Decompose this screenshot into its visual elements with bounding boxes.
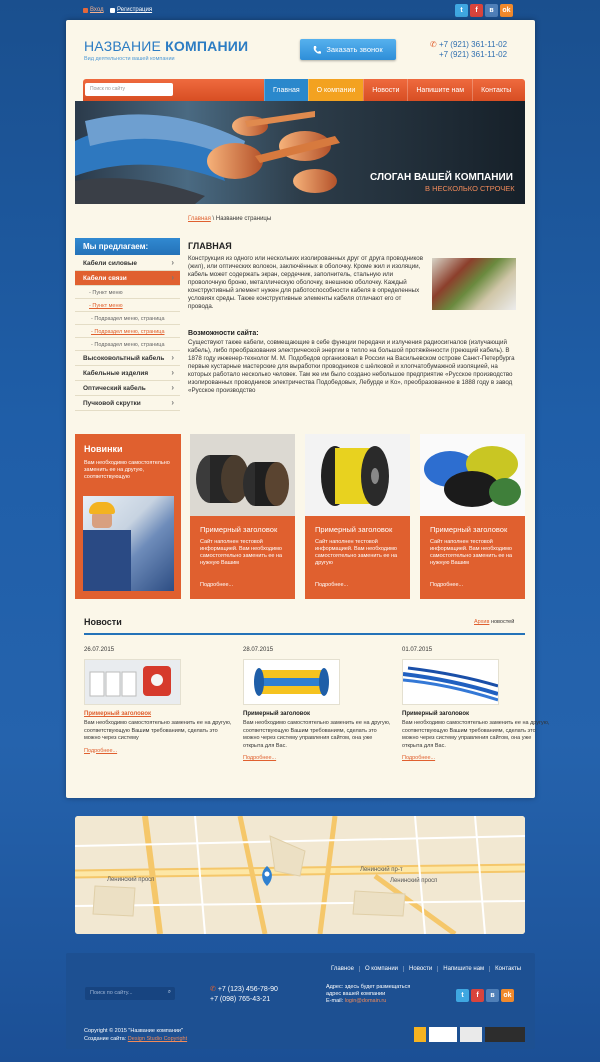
more-link[interactable]: Подробнее... xyxy=(84,747,118,754)
yellow-cable-spool-image xyxy=(305,434,410,516)
cable-coils-image xyxy=(420,434,525,516)
developer-link[interactable]: Design Studio Copyright xyxy=(127,1036,188,1042)
sidebar-menu xyxy=(75,256,180,411)
more-link[interactable]: Подробнее... xyxy=(430,582,464,588)
company-name[interactable]: НАЗВАНИЕ КОМПАНИИ xyxy=(84,38,249,54)
banner-subslogan: В НЕСКОЛЬКО СТРОЧЕК xyxy=(425,184,515,193)
breaker-image[interactable] xyxy=(84,659,181,705)
vk-icon[interactable]: в xyxy=(486,989,499,1002)
sidebar-subsubitem[interactable]: - Подраздел меню, страница xyxy=(75,338,180,351)
footer-nav-write-us[interactable]: Напишите нам xyxy=(437,966,489,972)
footer-nav-news[interactable]: Новости xyxy=(403,966,437,972)
banner-slogan: СЛОГАН ВАШЕЙ КОМПАНИИ xyxy=(370,172,513,183)
news-section-title: Новости xyxy=(84,617,122,627)
sidebar-subsubitem[interactable]: - Подраздел меню, страница xyxy=(75,312,180,325)
product-card[interactable]: Примерный заголовок Сайт наполнен тестовой информацией. Вам необходимо самостоятельно заменить ее на другую Подробнее... xyxy=(305,434,410,599)
phone-icon: ✆ xyxy=(430,40,439,49)
search-icon[interactable]: ⌕ xyxy=(167,989,171,995)
sidebar-item[interactable]: Кабели силовые › xyxy=(75,256,180,271)
news-archive-link[interactable]: Архив новостей xyxy=(474,619,515,625)
footer-address: Адрес: здесь будет размещаться адрес вашей компании E-mail: login@domain.ru xyxy=(326,984,411,1004)
new-products-block xyxy=(75,434,181,599)
new-products-text: Вам необходимо самостоятельно заменить ее на другую, соответствующую xyxy=(84,460,170,480)
phone-icon: ✆ xyxy=(210,986,218,993)
mailru-counter[interactable] xyxy=(429,1027,457,1042)
facebook-icon[interactable]: f xyxy=(471,989,484,1002)
new-products-title: Новинки xyxy=(84,444,123,454)
sidebar-subsubitem-active[interactable]: - Подраздел меню, страница xyxy=(75,325,180,338)
news-item: 01.07.2015 Примерный заголовок Вам необходимо самостоятельно заменить ее на другую, соответствующую Вашим требованиям, сделать это можно через систему управления сайтом, она уже открыта для Вас. Подробнее... xyxy=(402,647,557,761)
worker-image xyxy=(83,496,174,591)
intro-paragraph: Конструкция из одного или нескольких изолированных друг от друга проводников (жил), или оптических волокон, заключённых в оболочку. Кроме жил и изоляции, кабель может содержать экран, сердечник, заполнитель, стальную или проволочную броню, металлическую оболочку, внешнюю оболочку. Каждый конструктивный элемент нужен для работоспособности кабеля в определенных условиях среды. Также конструктивные элементы кабеля отличают его от провода. xyxy=(188,255,424,310)
sidebar-title: Мы предлагаем: xyxy=(75,238,180,255)
nav-about[interactable]: О компании xyxy=(308,79,364,101)
footer-email-link[interactable]: login@domain.ru xyxy=(344,998,387,1004)
twitter-icon[interactable]: t xyxy=(456,989,469,1002)
company-tagline: Вид деятельности вашей компании xyxy=(84,56,175,62)
news-item: 26.07.2015 Примерный заголовок Вам необходимо самостоятельно заменить ее на другую, соответствующую Вашим требованиям, сделать это можно через систему Подробнее... xyxy=(84,647,239,754)
map-street-label: Ленинский просп xyxy=(107,877,155,883)
footer-search-input[interactable]: Поиск по сайту... ⌕ xyxy=(85,987,175,1000)
search-input[interactable]: Поиск по сайту xyxy=(85,83,173,96)
counter-badge[interactable] xyxy=(414,1027,426,1042)
liveinternet-counter[interactable] xyxy=(485,1027,525,1042)
footer-nav xyxy=(326,966,526,972)
section-subtitle: Возможности сайта: xyxy=(188,330,259,337)
vk-icon[interactable]: в xyxy=(485,4,498,17)
news-title-link[interactable]: Примерный заголовок xyxy=(243,711,311,717)
nav-write-us[interactable]: Напишите нам xyxy=(407,79,472,101)
social-links xyxy=(455,4,513,17)
yellow-spool-image[interactable] xyxy=(243,659,340,705)
history-paragraph: Существуют также кабели, совмещающие в себе функции передачи и излучения радиосигналов (излучающий кабель), либо преобразования электрической энергии в тепло на большой протяжённости (греющий кабель). В 1878 году инженер-технолог М. М. Подобедов организовал в России на Васильевском острове Санкт-Петербурга первые кустарные мастерские для выработки проводников с шёлковой и хлопчатобумажной изоляцией, на которых работало несколько человек. Там же им было создано небольшое предприятие «Русское производство изолированных проводников электричества Подобедовых, Лебурде и Ко», преобразованное в 1888 году в завод «Русское производство xyxy=(188,339,515,394)
more-link[interactable]: Подробнее... xyxy=(315,582,349,588)
facebook-icon[interactable]: f xyxy=(470,4,483,17)
counter-badge[interactable] xyxy=(460,1027,482,1042)
user-icon xyxy=(110,8,115,13)
odnoklassniki-icon[interactable]: ok xyxy=(501,989,514,1002)
news-item: 28.07.2015 Примерный заголовок Вам необходимо самостоятельно заменить ее на другую, соответствующую Вашим требованиям, сделать это можно через систему управления сайтом, она уже открыта для Вас. Подробнее... xyxy=(243,647,398,761)
more-link[interactable]: Подробнее... xyxy=(243,755,277,761)
footer-nav-about[interactable]: О компании xyxy=(359,966,403,972)
footer-phones: ✆ +7 (123) 456-78-90 +7 (098) 765-43-21 xyxy=(210,986,278,1003)
copyright: Copyright © 2015 "Название компании" Создание сайта: Design Studio Copyright xyxy=(84,1028,188,1042)
breadcrumb-home[interactable]: Главная xyxy=(188,216,211,222)
breadcrumb-current: Название страницы xyxy=(215,216,272,222)
more-link[interactable]: Подробнее... xyxy=(200,582,234,588)
product-card[interactable]: Примерный заголовок Сайт наполнен тестовой информацией. Вам необходимо самостоятельно заменить ее на нужную Вашим Подробнее... xyxy=(420,434,525,599)
page-title: ГЛАВНАЯ xyxy=(188,241,232,251)
sidebar-item-active[interactable]: Кабели связи › xyxy=(75,271,180,286)
cables-image xyxy=(432,258,516,310)
main-nav xyxy=(264,79,519,101)
phone-1[interactable]: ✆ +7 (921) 361-11-02 xyxy=(430,40,508,49)
cable-drums-image xyxy=(190,434,295,516)
register-link[interactable]: Регистрация xyxy=(110,7,152,13)
map-street-label: Ленинский пр-т xyxy=(360,867,403,873)
lock-icon xyxy=(83,8,88,13)
location-map[interactable] xyxy=(75,816,525,934)
map-street-label: Ленинский просп xyxy=(390,878,438,884)
counters xyxy=(414,1027,525,1042)
sidebar-subitem[interactable]: - Пункт меню xyxy=(75,286,180,299)
nav-contacts[interactable]: Контакты xyxy=(472,79,519,101)
sidebar-subitem-active[interactable]: - Пункт меню xyxy=(75,299,180,312)
footer-nav-home[interactable]: Главное xyxy=(331,966,354,972)
phone-icon xyxy=(313,45,321,55)
sidebar-item[interactable]: Пучковой скрутки › xyxy=(75,396,180,411)
blue-wires-image[interactable] xyxy=(402,659,499,705)
news-title-link[interactable]: Примерный заголовок xyxy=(402,711,470,717)
sidebar-item[interactable]: Кабельные изделия › xyxy=(75,366,180,381)
twitter-icon[interactable]: t xyxy=(455,4,468,17)
nav-news[interactable]: Новости xyxy=(363,79,407,101)
sidebar-item[interactable]: Оптический кабель › xyxy=(75,381,180,396)
footer-nav-contacts[interactable]: Контакты xyxy=(489,966,526,972)
footer-social-links xyxy=(456,989,514,1002)
breadcrumb: Главная \ Название страницы xyxy=(188,216,272,222)
sidebar-item[interactable]: Высоковольтный кабель › xyxy=(75,351,180,366)
more-link[interactable]: Подробнее... xyxy=(402,755,436,761)
header-phones xyxy=(430,40,507,60)
news-title-link[interactable]: Примерный заголовок xyxy=(84,711,152,717)
phone-2[interactable]: +7 (921) 361-11-02 xyxy=(438,50,508,59)
nav-home[interactable]: Главная xyxy=(264,79,308,101)
login-link[interactable]: Вход xyxy=(83,7,104,13)
product-card[interactable]: Примерный заголовок Сайт наполнен тестовой информацией. Вам необходимо самостоятельно заменить ее на нужную Вашим Подробнее... xyxy=(190,434,295,599)
call-request-button[interactable]: Заказать звонок xyxy=(300,39,396,60)
odnoklassniki-icon[interactable]: ok xyxy=(500,4,513,17)
divider xyxy=(84,633,525,635)
